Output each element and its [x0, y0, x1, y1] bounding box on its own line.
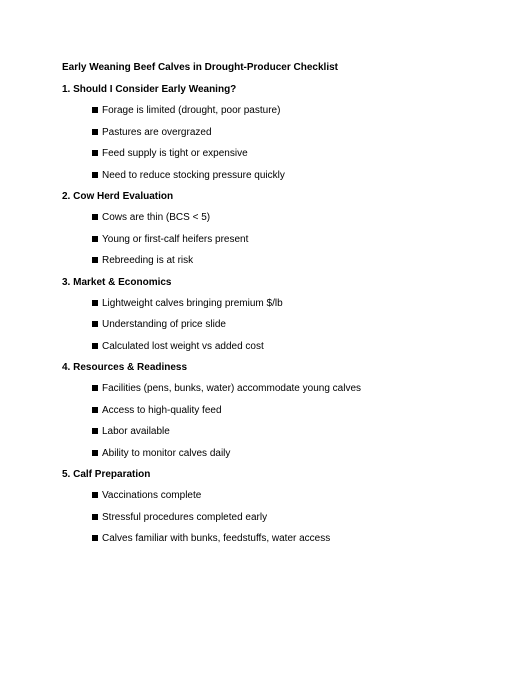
section-should-i-consider — [62, 83, 502, 183]
checklist-item-text: Vaccinations complete — [102, 490, 202, 502]
square-bullet-icon — [92, 535, 98, 541]
checklist-item-text: Pastures are overgrazed — [102, 126, 212, 138]
checklist-item-text: Labor available — [102, 426, 170, 438]
checklist-item — [92, 104, 502, 118]
checklist-item-text: Feed supply is tight or expensive — [102, 148, 248, 160]
checklist — [62, 83, 502, 554]
section-heading: 5. Calf Preparation — [62, 469, 151, 481]
section-heading: 2. Cow Herd Evaluation — [62, 190, 174, 202]
checklist-item-text: Stressful procedures completed early — [102, 511, 268, 523]
square-bullet-icon — [92, 321, 98, 327]
checklist-item-text: Access to high-quality feed — [102, 404, 222, 416]
checklist-item — [92, 318, 502, 332]
square-bullet-icon — [92, 428, 98, 434]
checklist-item-text: Calculated lost weight vs added cost — [102, 340, 264, 352]
checklist-item — [92, 233, 502, 247]
checklist-item — [92, 425, 502, 439]
square-bullet-icon — [92, 492, 98, 498]
checklist-item-text: Need to reduce stocking pressure quickly — [102, 169, 285, 181]
checklist-item-text: Forage is limited (drought, poor pasture) — [102, 105, 281, 117]
square-bullet-icon — [92, 300, 98, 306]
checklist-item-text: Rebreeding is at risk — [102, 255, 194, 267]
checklist-item — [92, 126, 502, 140]
square-bullet-icon — [92, 450, 98, 456]
section-calf-preparation — [62, 468, 502, 546]
checklist-item — [92, 447, 502, 461]
square-bullet-icon — [92, 385, 98, 391]
square-bullet-icon — [92, 407, 98, 413]
checklist-item — [92, 169, 502, 183]
square-bullet-icon — [92, 172, 98, 178]
checklist-item — [92, 211, 502, 225]
checklist-item-text: Young or first-calf heifers present — [102, 233, 249, 245]
square-bullet-icon — [92, 150, 98, 156]
checklist-item — [92, 254, 502, 268]
section-heading: 1. Should I Consider Early Weaning? — [62, 84, 237, 95]
checklist-item-text: Facilities (pens, bunks, water) accommodate young calves — [102, 383, 362, 395]
square-bullet-icon — [92, 514, 98, 520]
square-bullet-icon — [92, 236, 98, 242]
checklist-item-text: Lightweight calves bringing premium $/lb — [102, 297, 283, 309]
checklist-items — [62, 297, 502, 354]
checklist-items — [62, 382, 502, 460]
checklist-item — [92, 340, 502, 354]
section-market-economics — [62, 276, 502, 354]
square-bullet-icon — [92, 214, 98, 220]
checklist-item — [92, 489, 502, 503]
checklist-item — [92, 382, 502, 396]
square-bullet-icon — [92, 257, 98, 263]
checklist-items — [62, 104, 502, 182]
section-heading: 4. Resources & Readiness — [62, 362, 188, 374]
section-resources-readiness — [62, 361, 502, 461]
checklist-item — [92, 532, 502, 546]
square-bullet-icon — [92, 107, 98, 113]
checklist-items — [62, 211, 502, 268]
checklist-item-text: Understanding of price slide — [102, 319, 226, 331]
checklist-item-text: Ability to monitor calves daily — [102, 447, 231, 459]
checklist-items — [62, 489, 502, 546]
square-bullet-icon — [92, 343, 98, 349]
checklist-item-text: Cows are thin (BCS < 5) — [102, 212, 211, 224]
document-title: Early Weaning Beef Calves in Drought-Producer Checklist — [62, 62, 338, 73]
checklist-item — [92, 297, 502, 311]
square-bullet-icon — [92, 129, 98, 135]
checklist-item — [92, 511, 502, 525]
checklist-item — [92, 147, 502, 161]
section-cow-herd-evaluation — [62, 190, 502, 268]
section-heading: 3. Market & Economics — [62, 276, 172, 288]
checklist-item — [92, 404, 502, 418]
checklist-item-text: Calves familiar with bunks, feedstuffs, water access — [102, 533, 331, 545]
